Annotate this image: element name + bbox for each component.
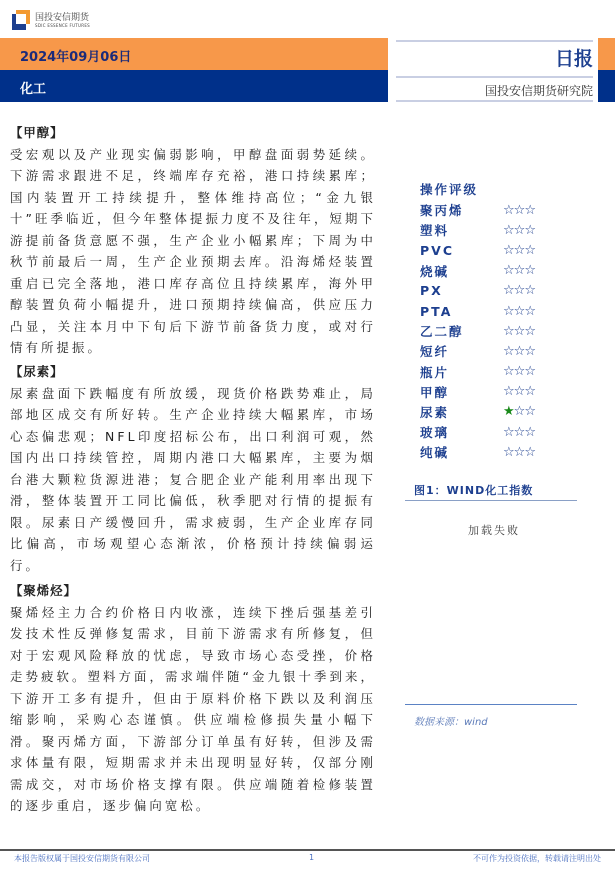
star-rating-icon: ★☆☆ bbox=[503, 404, 535, 420]
header-accent-orange bbox=[598, 38, 615, 70]
logo-mark-icon bbox=[12, 10, 30, 30]
source-divider bbox=[405, 704, 577, 705]
logo-name: 国投安信期货 bbox=[35, 12, 90, 23]
section-title: 【聚烯烃】 bbox=[10, 583, 77, 598]
rating-product: 塑料 bbox=[420, 223, 450, 239]
rating-row bbox=[420, 362, 535, 382]
rating-row bbox=[420, 301, 535, 321]
rating-product: 纯碱 bbox=[420, 445, 450, 461]
figure-caption: 图1：WIND化工指数 bbox=[414, 484, 534, 497]
star-rating-icon: ☆☆☆ bbox=[503, 444, 535, 460]
rating-product: 甲醇 bbox=[420, 384, 450, 400]
report-sector: 化工 bbox=[20, 82, 47, 97]
section-methanol bbox=[10, 122, 376, 359]
rating-product: 烧碱 bbox=[420, 263, 450, 279]
divider bbox=[396, 40, 593, 42]
rating-row bbox=[420, 341, 535, 361]
star-rating-icon: ☆☆☆ bbox=[503, 303, 535, 319]
rating-product: 瓶片 bbox=[420, 364, 450, 380]
report-type: 日报 bbox=[554, 48, 593, 70]
rating-product: PX bbox=[420, 283, 443, 299]
footer-copyright: 本报告版权属于国投安信期货有限公司 bbox=[14, 854, 150, 863]
rating-product: 尿素 bbox=[420, 404, 450, 420]
footer-divider bbox=[0, 849, 615, 851]
section-title: 【尿素】 bbox=[10, 364, 64, 379]
rating-product: 聚丙烯 bbox=[420, 203, 464, 219]
logo-subtitle: SDIC ESSENCE FUTURES bbox=[35, 22, 91, 28]
footer-disclaimer: 不可作为投资依据，转载请注明出处 bbox=[473, 854, 601, 863]
star-rating-icon: ☆☆☆ bbox=[503, 424, 535, 440]
ratings-title: 操作评级 bbox=[420, 182, 479, 197]
rating-row bbox=[420, 382, 535, 402]
star-rating-icon: ☆☆☆ bbox=[503, 242, 535, 258]
star-rating-icon: ☆☆☆ bbox=[503, 222, 535, 238]
rating-row bbox=[420, 281, 535, 301]
star-rating-icon: ☆☆☆ bbox=[503, 364, 535, 380]
report-date: 2024年09月06日 bbox=[20, 50, 132, 65]
rating-row bbox=[420, 200, 535, 220]
rating-row bbox=[420, 422, 535, 442]
rating-row bbox=[420, 402, 535, 422]
company-logo bbox=[12, 10, 90, 30]
star-rating-icon: ☆☆☆ bbox=[503, 323, 535, 339]
institute-name: 国投安信期货研究院 bbox=[484, 84, 593, 98]
section-urea bbox=[10, 361, 376, 576]
figure-load-failed: 加载失败 bbox=[468, 524, 520, 537]
figure-divider bbox=[405, 500, 577, 501]
rating-row bbox=[420, 442, 535, 462]
operation-ratings bbox=[420, 180, 535, 462]
section-body: 受宏观以及产业现实偏弱影响，甲醇盘面弱势延续。下游需求跟进不足，终端库存充裕，港口持续累库；国内装置开工持续提升，整体维持高位；“金九银十”旺季临近，但今年整体提振力度不及往年，短期下游提前备货意愿不强，生产企业小幅累库；下周为中秋节前最后一周，生产企业预期去库。沿海烯烃装置重启已完全落地，港口库存高位且持续累库，海外甲醇装置负荷小幅提升，进口预期持续偏高，供应压力凸显，关注本月中下旬后下游节前备货力度，或对行情有所提振。 bbox=[10, 146, 376, 355]
divider bbox=[396, 76, 593, 78]
rating-product: 乙二醇 bbox=[420, 324, 464, 340]
star-rating-icon: ☆☆☆ bbox=[503, 202, 535, 218]
star-rating-icon: ☆☆☆ bbox=[503, 343, 535, 359]
header-sector-bar bbox=[0, 70, 388, 102]
star-rating-icon: ☆☆☆ bbox=[503, 283, 535, 299]
rating-product: 玻璃 bbox=[420, 425, 450, 441]
header-accent-blue bbox=[598, 70, 615, 102]
rating-product: PTA bbox=[420, 303, 453, 319]
data-source: 数据来源：wind bbox=[414, 717, 488, 728]
star-rating-icon: ☆☆☆ bbox=[503, 384, 535, 400]
rating-row bbox=[420, 261, 535, 281]
rating-row bbox=[420, 321, 535, 341]
star-rating-icon: ☆☆☆ bbox=[503, 263, 535, 279]
section-body: 聚烯烃主力合约价格日内收涨，连续下挫后强基差引发技术性反弹修复需求，目前下游需求有所修复，但对于宏观风险释放的忧虑，导致市场心态受挫，价格走势疲软。塑料方面，需求端伴随“金九银十季到来，下游开工多有提升，但由于原料价格下跌以及利润压缩影响，采购心态谨慎。供应端检修损失量小幅下滑。聚丙烯方面，下游部分订单虽有好转，但涉及需求体量有限，短期需求并未出现明显好转，仅部分刚需成交，对市场价格支撑有限。供应端随着检修装置的逐步重启，逐步偏向宽松。 bbox=[10, 604, 376, 813]
page-number: 1 bbox=[309, 853, 315, 862]
section-polyolefin bbox=[10, 580, 376, 817]
rating-row bbox=[420, 220, 535, 240]
section-body: 尿素盘面下跌幅度有所放缓，现货价格跌势难止，局部地区成交有所好转。生产企业持续大幅累库，市场心态偏悲观；NFL印度招标公布，出口利润可观，然国内出口持续管控，周期内港口大幅累库，主要为烟台港大颗粒货源进港；复合肥企业产能利用率出现下滑，整体装置开工同比偏低，秋季肥对行情的提振有限。尿素日产缓慢回升，需求疲弱，生产企业库存同比偏高，市场观望心态渐浓，价格预计持续偏弱运行。 bbox=[10, 385, 376, 573]
rating-row bbox=[420, 240, 535, 260]
divider bbox=[396, 100, 593, 102]
rating-product: 短纤 bbox=[420, 344, 450, 360]
rating-product: PVC bbox=[420, 242, 455, 258]
section-title: 【甲醇】 bbox=[10, 125, 64, 140]
